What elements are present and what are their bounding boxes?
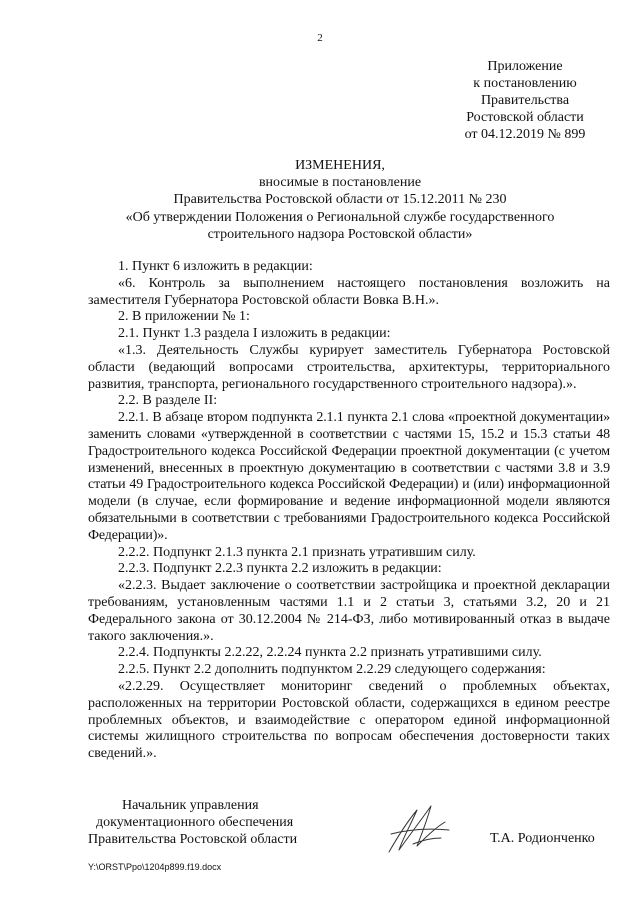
signer-position: Правительства Ростовской области [88,831,298,847]
heading-line: «Об утверждении Положения о Региональной службе государственного [125,209,555,225]
paragraph: 1. Пункт 6 изложить в редакции: [118,259,313,274]
signer-position: документационного обеспечения [96,814,294,830]
document-heading [60,157,620,243]
signer-name: Т.А. Родионченко [490,831,595,846]
paragraph: 2.2.2. Подпункт 2.1.3 пункта 2.1 признать утратившим силу. [118,544,476,560]
paragraph: 2. В приложении № 1: [118,309,250,325]
heading-title: ИЗМЕНЕНИЯ, [295,158,385,173]
document-body [88,259,610,763]
appendix-line: Правительства [480,93,570,108]
handwritten-signature [383,800,453,862]
appendix-line: Ростовской области [466,110,584,125]
file-path: Y:\ORST\Ppo\1204p899.f19.docx [88,862,222,872]
signature-block [88,798,297,848]
paragraph: «2.2.29. Осуществляет мониторинг сведений о проблемных объектах, расположенных на территории Ростовской области, содержащихся в едином реестре проблемных объектов, и взаимодействие с оператором единой информационной системы жилищного строительства по вопросам обеспечения достоверности таких сведений.». [88,678,610,762]
paragraph: «2.2.3. Выдает заключение о соответствии застройщика и проектной декларации требованиям, установленным частями 1.1 и 2 статьи 3, статьями 3.2, 20 и 21 Федерального закона от 30.12.2004 № 214-ФЗ, либо мотивированный отказ в выдаче такого заключения.». [88,578,610,644]
page-number: 2 [317,32,323,44]
appendix-line: Приложение [487,59,563,74]
paragraph: 2.2.5. Пункт 2.2 дополнить подпунктом 2.2.29 следующего содержания: [118,662,546,678]
paragraph: 2.2.3. Подпункт 2.2.3 пункта 2.2 изложить в редакции: [118,561,442,577]
heading-line: вносимые в постановление [258,175,422,191]
paragraph: 2.2.4. Подпункты 2.2.22, 2.2.24 пункта 2.2 признать утратившими силу. [118,645,542,661]
paragraph: 2.2. В разделе II: [118,393,218,409]
heading-line: строительного надзора Ростовской области» [207,226,473,242]
appendix-line: к постановлению [473,76,577,91]
heading-line: Правительства Ростовской области от 15.12.2011 № 230 [173,192,507,208]
paragraph: «6. Контроль за выполнением настоящего постановления возложить на заместителя Губернатора Ростовской области Вовка В.Н.». [88,275,610,308]
signer-position: Начальник управления [122,798,259,813]
paragraph: «1.3. Деятельность Службы курирует заместитель Губернатора Ростовской области (ведающий вопросами строительства, архитектуры, территориального развития, транспорта, регионального государственного строительного надзора).». [88,342,610,392]
paragraph: 2.2.1. В абзаце втором подпункта 2.1.1 пункта 2.1 слова «проектной документации» заменить словами «утвержденной в соответствии с частями 15, 15.2 и 15.3 статьи 48 Градостроительного кодекса Российской Федерации проектной документации (с учетом изменений, внесенных в проектную документацию в соответствии с частями 3.8 и 3.9 статьи 49 Градостроительного кодекса Российской Федерации) и (или) информационной модели (в случае, если формирование и ведение информационной модели являются обязательными в соответствии с требованиями Градостроительного кодекса Российской Федерации)». [88,410,610,543]
appendix-line: от 04.12.2019 № 899 [464,127,586,142]
paragraph: 2.1. Пункт 1.3 раздела I изложить в редакции: [118,326,391,342]
appendix-block [430,58,620,143]
